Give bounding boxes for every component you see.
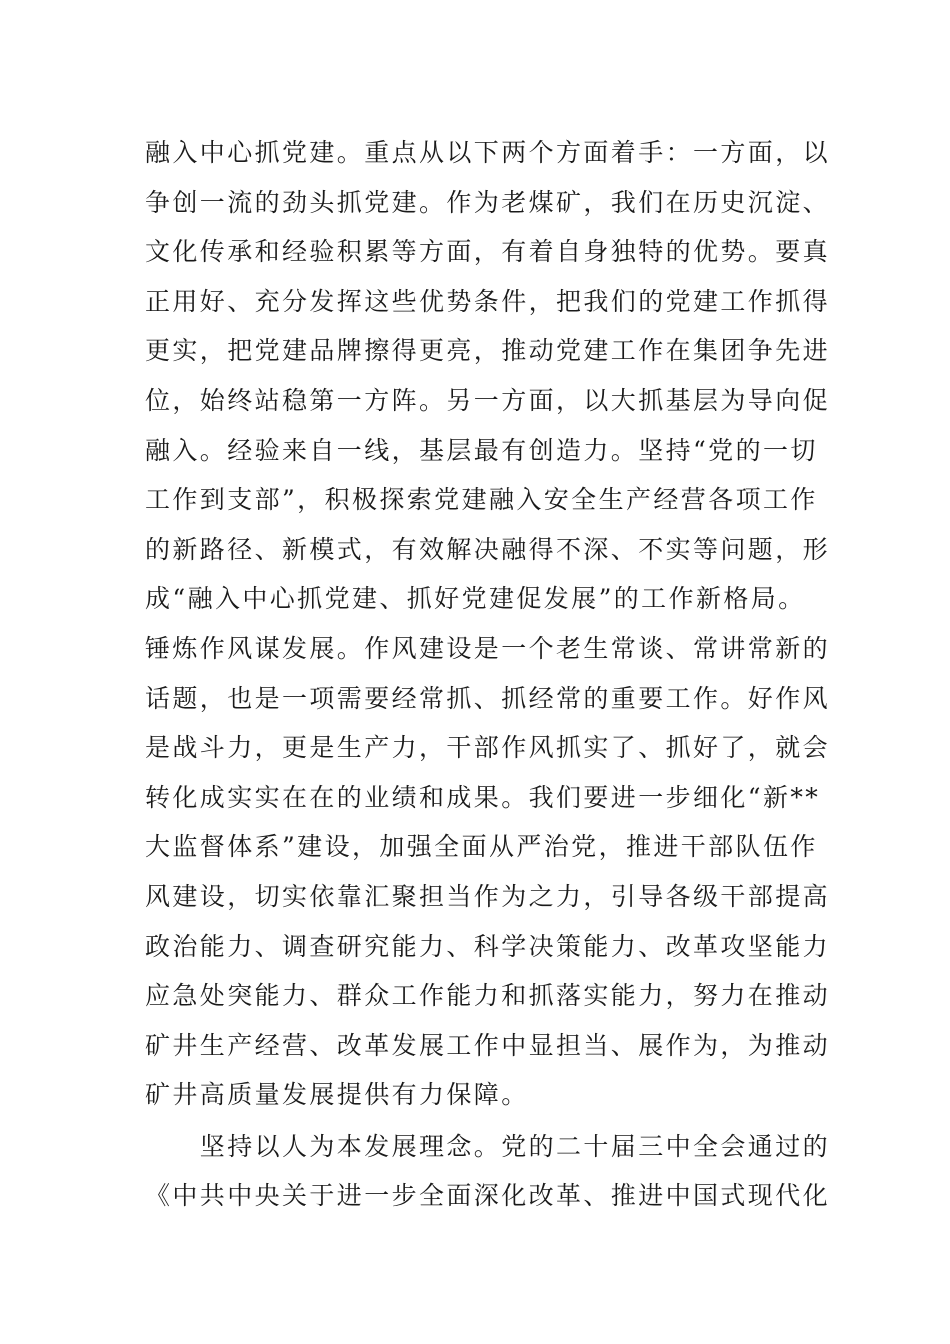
text-line: 的新路径、新模式，有效解决融得不深、不实等问题，形 — [145, 534, 831, 564]
body-text — [145, 128, 831, 1221]
text-line: 应急处突能力、群众工作能力和抓落实能力，努力在推动 — [145, 981, 831, 1011]
paragraph-start-line: 坚持以人为本发展理念。党的二十届三中全会通过的 — [145, 1131, 831, 1161]
text-line: 文化传承和经验积累等方面，有着自身独特的优势。要真 — [145, 237, 831, 267]
text-line: 位，始终站稳第一方阵。另一方面，以大抓基层为导向促 — [145, 385, 831, 415]
text-line: 话题，也是一项需要经常抓、抓经常的重要工作。好作风 — [145, 683, 831, 713]
text-line: 矿井生产经营、改革发展工作中显担当、展作为，为推动 — [145, 1030, 831, 1060]
text-line: 融入。经验来自一线，基层最有创造力。坚持“党的一切 — [145, 435, 818, 465]
text-line: 正用好、充分发挥这些优势条件，把我们的党建工作抓得 — [145, 286, 831, 316]
text-line: 大监督体系”建设，加强全面从严治党，推进干部队伍作 — [145, 832, 818, 862]
text-line: 锤炼作风谋发展。作风建设是一个老生常谈、常讲常新的 — [145, 633, 831, 663]
text-line: 矿井高质量发展提供有力保障。 — [145, 1080, 529, 1110]
text-line: 《中共中央关于进一步全面深化改革、推进中国式现代化 — [145, 1181, 831, 1211]
text-line: 更实，把党建品牌擦得更亮，推动党建工作在集团争先进 — [145, 336, 831, 366]
text-line: 工作到支部”，积极探索党建融入安全生产经营各项工作 — [145, 485, 818, 515]
text-line: 转化成实实在在的业绩和成果。我们要进一步细化“新** — [145, 782, 821, 812]
text-line: 融入中心抓党建。重点从以下两个方面着手：一方面，以 — [145, 138, 831, 167]
text-line: 政治能力、调查研究能力、科学决策能力、改革攻坚能力 — [145, 931, 831, 961]
text-line: 是战斗力，更是生产力，干部作风抓实了、抓好了，就会 — [145, 733, 831, 763]
text-line: 争创一流的劲头抓党建。作为老煤矿，我们在历史沉淀、 — [145, 187, 831, 217]
text-line: 成“融入中心抓党建、抓好党建促发展”的工作新格局。 — [145, 584, 806, 614]
text-line: 风建设，切实依靠汇聚担当作为之力，引导各级干部提高 — [145, 881, 831, 911]
